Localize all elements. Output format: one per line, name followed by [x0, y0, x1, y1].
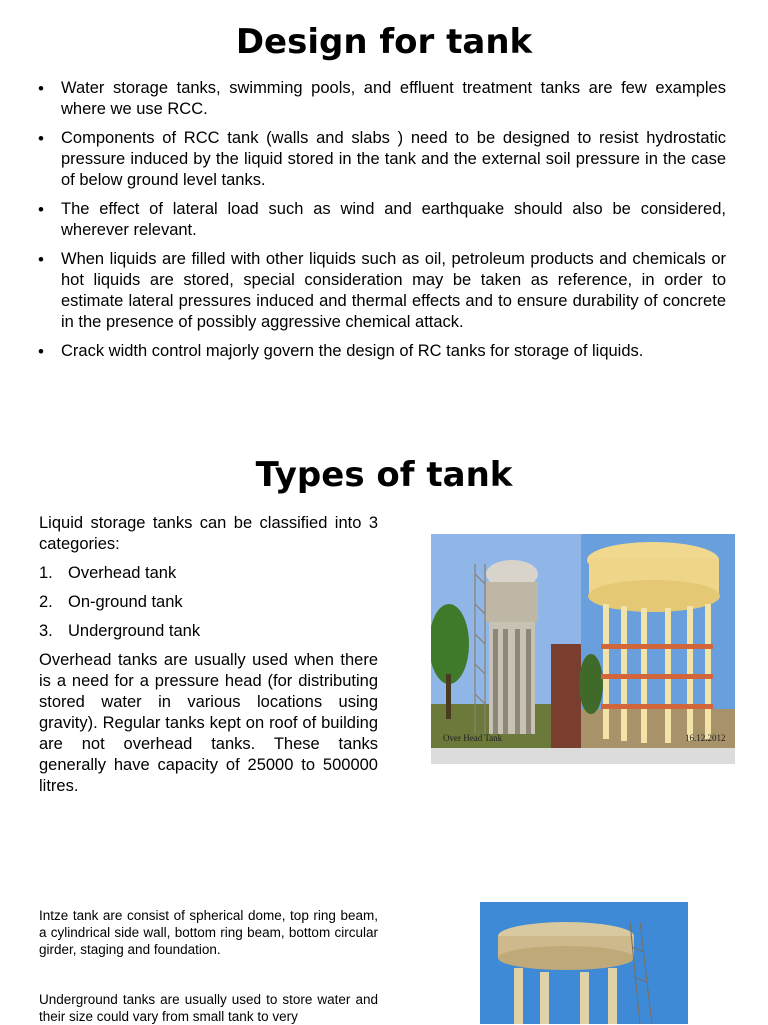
types-intro: Liquid storage tanks can be classified into 3 categories: — [39, 514, 378, 553]
bullet-item: • Crack width control majorly govern the design of RC tanks for storage of liquids. — [38, 341, 726, 362]
list-item — [39, 563, 378, 584]
list-label: On-ground tank — [68, 593, 183, 611]
photo-caption: Over Head Tank — [443, 733, 503, 743]
intze-tank-photo — [480, 902, 688, 1024]
bullet-item: • Water storage tanks, swimming pools, and effluent treatment tanks are few examples where we use RCC. — [38, 78, 726, 120]
list-item — [39, 621, 378, 642]
intze-paragraph: Intze tank are consist of spherical dome, top ring beam, a cylindrical side wall, bottom ring beam, bottom circular girder, staging and foundation. — [39, 908, 378, 957]
list-number: 1. — [39, 564, 53, 582]
list-number: 2. — [39, 593, 53, 611]
section-title-types: Types of tank — [255, 455, 513, 495]
list-number: 3. — [39, 622, 53, 640]
tank-type-list — [39, 563, 378, 642]
list-item — [39, 592, 378, 613]
bullet-item: • When liquids are filled with other liquids such as oil, petroleum products and chemicals or hot liquids are stored, special consideration may be taken as reference, in order to estimate lateral pressures induced and thermal effects and to ensure durability of concrete in the presence of possibly aggressive chemical attack. — [38, 249, 726, 333]
bullet-item: • Components of RCC tank (walls and slabs ) need to be designed to resist hydrostatic pressure induced by the liquid stored in the tank and the external soil pressure in the case of below ground level tanks. — [38, 128, 726, 191]
list-label: Underground tank — [68, 622, 201, 640]
section-title-design: Design for tank — [235, 22, 533, 62]
overhead-tank-photo — [431, 534, 735, 764]
list-label: Overhead tank — [68, 564, 177, 582]
types-text-block — [39, 513, 378, 805]
bullet-item: • The effect of lateral load such as wind and earthquake should also be considered, wherever relevant. — [38, 199, 726, 241]
design-bullet-list — [38, 78, 726, 370]
photo-date: 16.12.2012 — [685, 733, 726, 743]
underground-paragraph: Underground tanks are usually used to store water and their size could vary from small tank to very — [39, 992, 378, 1024]
overhead-paragraph: Overhead tanks are usually used when there is a need for a pressure head (for distributing stored water in various locations using gravity). Regular tanks kept on roof of building are not overhead tanks. These tanks generally have capacity of 25000 to 500000 litres. — [39, 651, 378, 795]
